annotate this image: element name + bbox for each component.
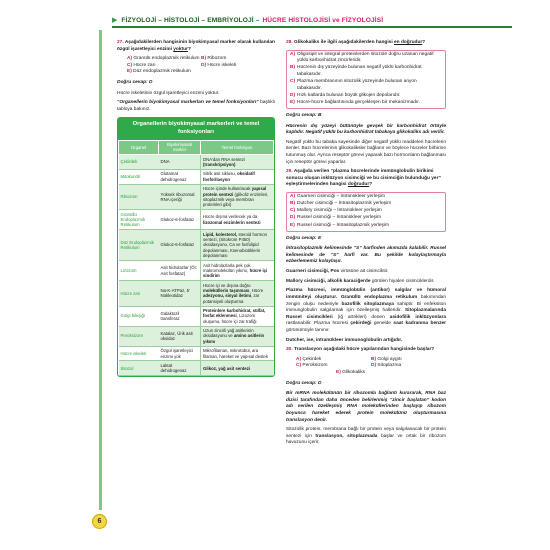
explanation-29c: Mallory cisimciği, alkolik karaciğerde görülen hiyalen cisimciklerdir. <box>286 278 435 284</box>
answer-27: Doğru cevap: D <box>117 80 153 86</box>
question-28-options <box>286 50 446 109</box>
answer-28: Doğru cevap: B <box>286 112 322 118</box>
explanation-27b: “Organellerin biyokimyasal markerları ve temel fonksiyonları” başlıklı tabloya bakınız. <box>117 100 275 112</box>
option-e[interactable]: E) Düz endoplazmik retikulum <box>127 69 191 75</box>
option-e[interactable]: E) Hücre-hücre bağlantısında gerçekleşen bir mekanizmadır. <box>290 99 420 105</box>
option-a[interactable]: A) Oligosipit ve integral proteinlerden sitozole doğru uzanan negatif yüklü karbonhidrat zincirleridir. <box>290 51 434 64</box>
option-d[interactable]: D) Hızlı katlarda bulunan büyük glikojen depolarıdır. <box>290 92 401 98</box>
answer-30: Doğru cevap: D <box>286 380 322 386</box>
question-29-options <box>286 192 446 232</box>
question-30: 30. Translasyon aşağıdaki hücre yapılarından hangisinde başlar? <box>286 347 435 353</box>
answer-29: Doğru cevap: E <box>286 235 322 241</box>
explanation-28a: Hücrenin dış yüzeyi bütünüyle gevşek bir karbonhidrat örtüyle kaplıdır. Negatif yüklü bu karbonhidrat tabakaya glikokaliks adı verilir. <box>286 123 446 136</box>
question-30-options <box>296 357 446 377</box>
table-row: Hücre zarı Na-K-ATPaz, 5' Nükleotidaz Hücre içi ve dışına doğru moleküllerin taşınması, Hücre adezyonu, sinyal iletimi, zar potansiyeli oluşturma <box>119 281 274 306</box>
left-column <box>117 40 275 377</box>
option-b[interactable]: B) Hücrenin dış yüzeyinde bulunan negatif yüklü karbonhidrat tabakasıdır. <box>290 65 422 77</box>
explanation-30a: Bir mRNA molekülünün bir ribozomla bağlantı kurararak, RNA baz dizisi tarafından daha önceden belirlenmiş “zincir başlatan” kodon adı verilen özelleşmiş RNA moleküllerinden başlayıp ribozom boyunca hareket ederek protein molekülünü oluşturmasına translasyon denir. <box>286 391 446 423</box>
option-b[interactable]: B) Dutcher cisimciği – İntrasitoplazmik yerleşim <box>290 201 392 207</box>
table-header-marker: Biyokimyasal marker <box>159 140 201 155</box>
option-b[interactable]: B) Ribozom <box>201 56 227 62</box>
explanation-29b: Guarneri cisimciği, Pox virüsüne ait cisimciktir. <box>286 269 389 275</box>
table-row: Peroksizom Katalaz, Ürik asit oksidaz Uzun zincirli yağ asitlerinin oksidasyonu ve amino asitlerin yıkımı <box>119 326 274 346</box>
option-a[interactable]: A) Çekirdek <box>296 356 322 362</box>
explanation-29a: İntrasitoplazmik kelimesinde “S” harfinden akımızda kalabilir. Russel kelimesinde de “S” harfi var. Bu şekilde kolaylaştırmayla ezberlememiz kolaylaşır. <box>286 246 446 265</box>
option-e[interactable]: E) Russel cisimciği – İntrasitoplazmik yerleşim <box>290 222 389 228</box>
option-e[interactable]: E) Glikokaliks <box>336 369 366 375</box>
header-chapter: HÜCRE HİSTOLOJİSİ ve FİZYOLOJİSİ <box>262 17 384 24</box>
table-row: Hücre iskeleti Özgül işaretleyici enzimi yok Mikrofilaman, mikrotübül, ara filaman, hareket ve yapısal destek <box>119 346 274 361</box>
option-d[interactable]: D) Russel cisimciği – İntranükleer yerleşim <box>290 215 381 221</box>
page-header <box>112 12 512 28</box>
green-sidebar-bar <box>99 30 102 510</box>
explanation-29e: Dutcher, ise, intranükleer immunoglobulin artığıdır. <box>286 337 403 343</box>
option-a[interactable]: A) Guarneri cisimciği – İntranükleer yerleşim <box>290 194 385 200</box>
option-c[interactable]: C) Peroksizom <box>296 363 328 369</box>
question-27-options <box>127 56 275 76</box>
table-row: Golgi bileşiği Galaktozil transferaz Proteinlere karbohidrat, sülfat, fosfat eklenmesi, Lizozom oluşumu, hücre içi zar trafiği <box>119 306 274 326</box>
table-header-function: Temel fonksiyon <box>201 140 274 155</box>
organelle-markers-table <box>117 117 275 377</box>
question-28: 28. Glikokaliks ile ilgili aşağıdakilerden hangisi en doğrudur? <box>286 40 426 45</box>
table-row: Lizozom Asit hidrolazlar (Ör: Asit fosfataz) Asit hidrolazlarla pek çok makromolekülün yıkımı, hücre içi sindirim <box>119 261 274 281</box>
option-d[interactable]: D) Sitoplazma <box>371 363 402 369</box>
table-row: Granüllü Endoplazmik Retikulum Glukoz-6-fosfataz Hücre dışına verilecek ya da lizozomal enzimlerin sentezi <box>119 210 274 230</box>
triangle-icon: ▶ <box>112 17 118 24</box>
table-title: Organellerin biyokimyasal markerleri ve temel fonksiyonları <box>118 118 274 139</box>
header-subjects: FİZYOLOJİ – HİSTOLOJİ – EMBRİYOLOJİ – <box>121 17 260 24</box>
table-header-organel: Organel <box>119 140 159 155</box>
option-d[interactable]: D) Hücre iskeleti <box>201 62 237 68</box>
question-27: 27. Aşağıdakilerden hangisinin biyokimyasal marker olarak kullanılan özgül işaretleyici enzimi yoktur? <box>117 40 275 52</box>
option-c[interactable]: C) Hücre zarı <box>127 62 156 68</box>
right-column <box>286 40 446 450</box>
table-row: Mitokondri Glutamat dehidrogenaz Sitrik asit siklusu, oksidatif fosforilasyon <box>119 169 274 184</box>
question-29: 29. Aşağıda verilen “plazma hücrelerinde immünglobulin birikimi sonucu oluşan inklüzyon cisimciği ve bu cisimciğin bulunduğu yer” eşleştirmelerinden hangisi doğrudur? <box>286 169 441 188</box>
page-number-badge: 6 <box>92 514 107 529</box>
explanation-29d: Plazma hücresi, immünglobülin (antikor) salgılar ve hümoral immüniteyi oluşturur. Granüllü endoplazma retikulum bakımından zengin oluşu nedeniyle bazofilik sitoplazmaya sahiptir. Bi enfeksiton immunglobulin salgılarnak için özelleşmiş halleridir. Sitoplazmalarında Russel cisimcikleri (iğ artrikleri) denen asidofilik inklüzyonlara rastlanabilir. Plazma hücresi çekirdeği genelde saat kadranına benzer görünümüyle tanınır. <box>286 288 447 333</box>
explanation-28b: Negatif yüklü bu tabaka sayesinde diğer negatif yüklü maddeleri hücrelerin itenler. Bazı hücrelerinin glikokaliksler bağlanır ve böylece hücreler birbirine tutunmuş olur. Ayrıca reseptör görevi yaparak bazı hormonların bağlanması için reseptör görevi yaparlar. <box>286 139 446 165</box>
explanation-30b: Sitozolik protein, membrana bağlı bir protein veya salgılanacak bir protein sentezi için translasyon, sitoplazmada başlar ve ortak bir ribozom havuzunu içerir. <box>286 427 447 446</box>
table-row: Düz Endoplazmik Retikulum Glukoz-6-fosfataz Lipid, kolesterol, steroid hormon sentezi, (Sitokrom P450) oksidasyonu, Ca ve fosfolipid depolanması, Ksenobiotiklerin depolanması <box>119 230 274 261</box>
table-row: Sitozol Laktat dehidrogenaz Glikoz, yağ asit sentezi <box>119 361 274 376</box>
table-row: Ribozom Yüksek ribozomal RNA içeriği Hücre içinde kullanılacak yapısal protein sentezi (glikoliz enzimleri, sitoplazmik veya membran proteinleri gibi) <box>119 184 274 209</box>
explanation-27a: Hücre iskeletinin özgül işaretleyici enzimi yoktur. <box>117 90 220 96</box>
option-c[interactable]: C) Mallory cisimciği – İntranükleer yerleşim <box>290 208 382 214</box>
option-b[interactable]: B) Golgi aygıtı <box>371 356 402 362</box>
option-c[interactable]: C) Plazma membranının sitozolik yüzeyinde bulunan anyon tabakasıdır. <box>290 79 417 91</box>
table-row: Çekirdek DNA DNA'dan RNA sentezi (transkripsiyon) <box>119 155 274 170</box>
option-a[interactable]: A) Granülü endoplazmik retikulum <box>127 56 200 62</box>
